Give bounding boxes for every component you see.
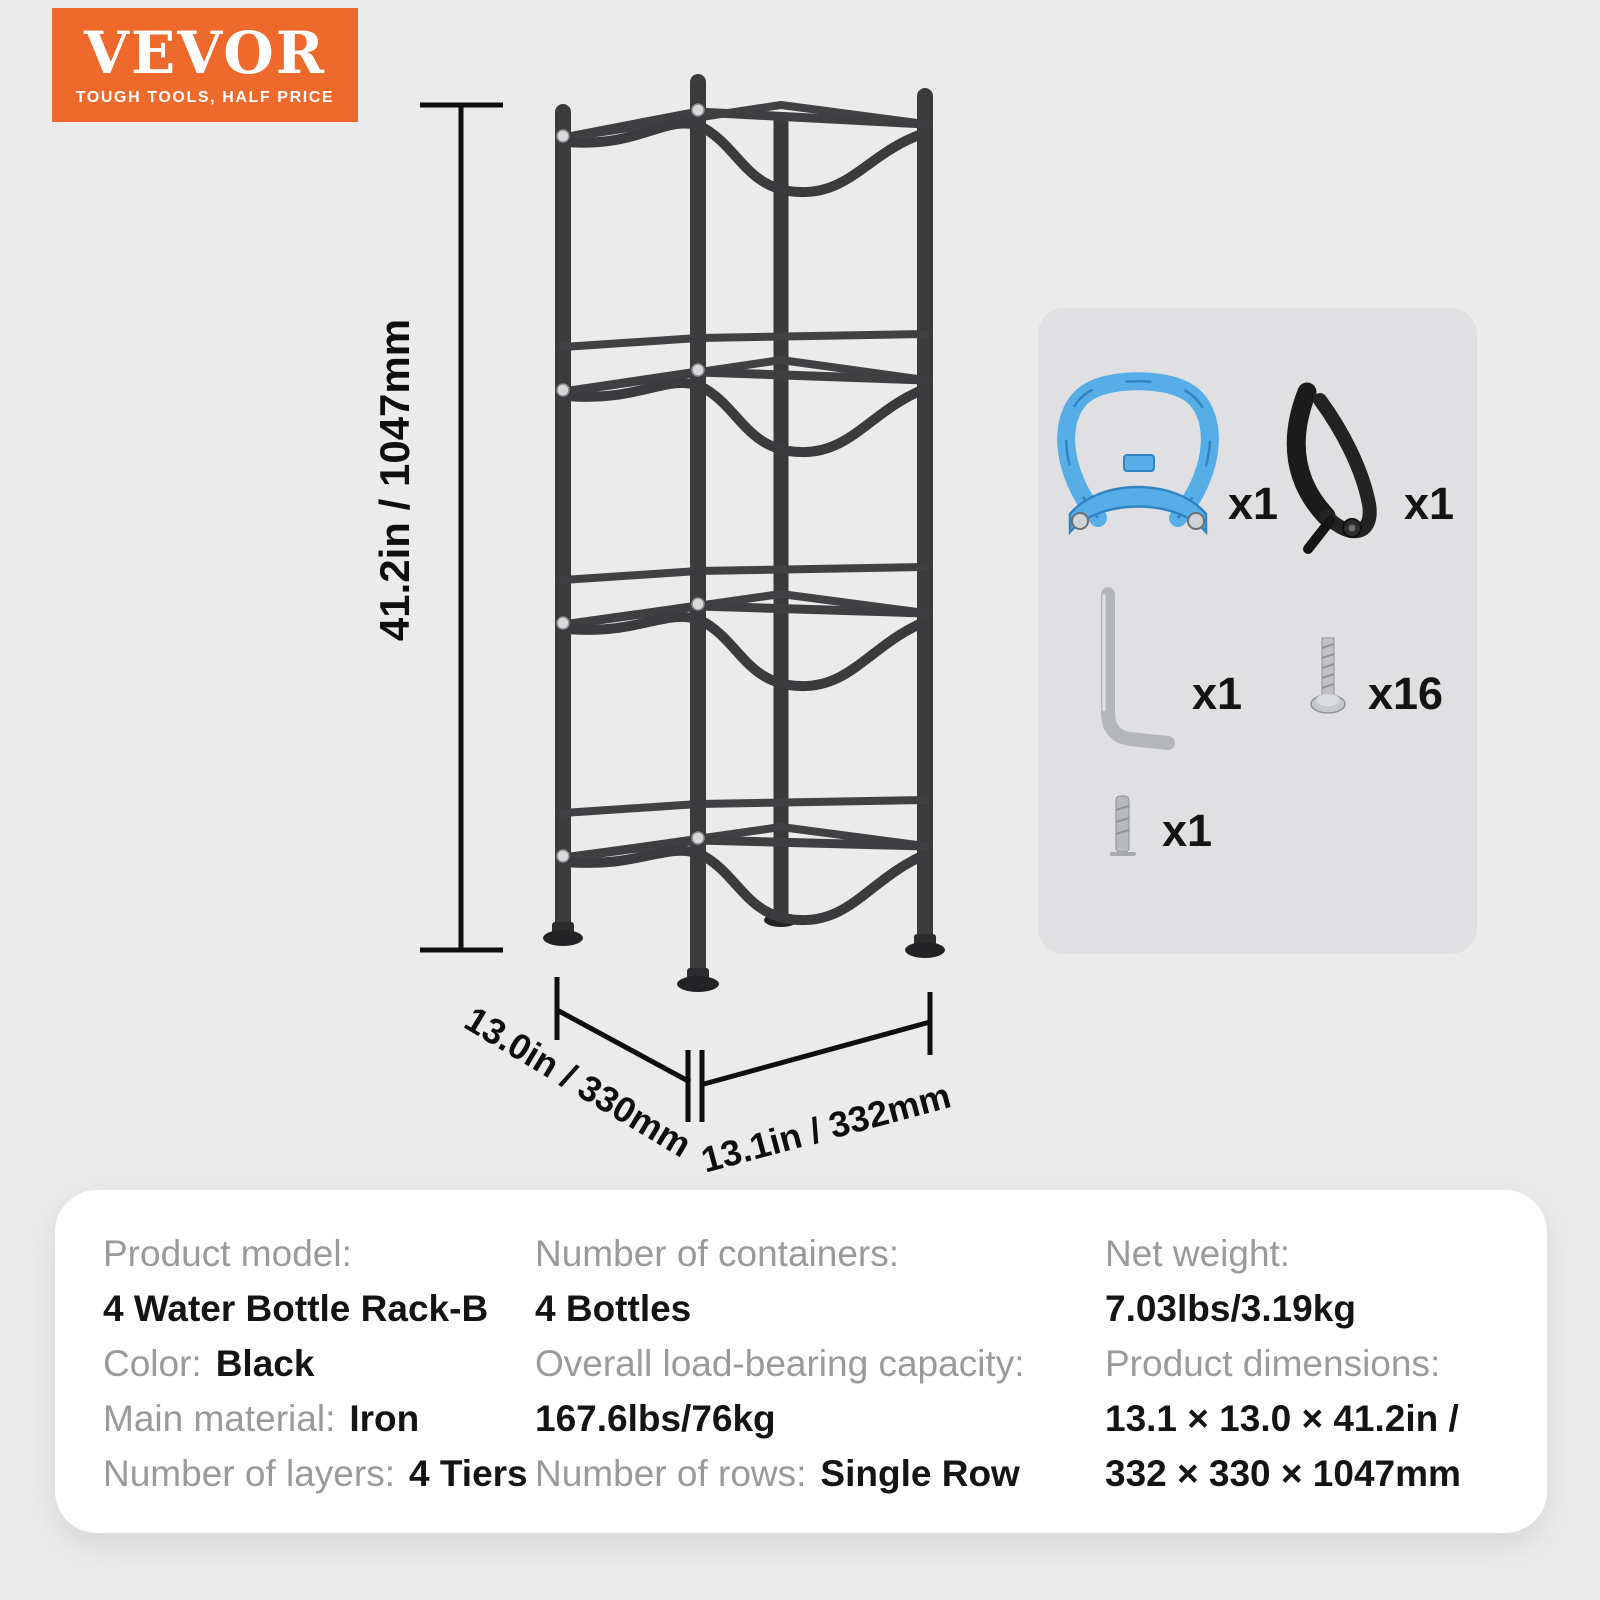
strap-qty-label: x1 [1404,478,1455,529]
spec-column-2 [535,1228,1024,1503]
color-value: Black [215,1343,315,1384]
rows-value: Single Row [820,1453,1020,1494]
containers-value: 4 Bottles [535,1288,692,1329]
handle-qty-label: x1 [1228,478,1279,529]
spec-column-1 [103,1228,528,1503]
capacity-value: 167.6lbs/76kg [535,1398,776,1439]
anchor-qty-label: x1 [1162,805,1213,856]
rows-label: Number of rows: [535,1453,807,1494]
vevor-logo [52,8,358,122]
material-label: Main material: [103,1398,336,1439]
product-model-value: 4 Water Bottle Rack-B [103,1288,489,1329]
capacity-label: Overall load-bearing capacity: [535,1343,1025,1384]
spec-column-3 [1105,1228,1461,1503]
product-dimensions-label: Product dimensions: [1105,1343,1441,1384]
layers-label: Number of layers: [103,1453,395,1494]
product-dimensions-value-line2: 332 × 330 × 1047mm [1105,1453,1461,1494]
material-value: Iron [349,1398,420,1439]
net-weight-label: Net weight: [1105,1233,1291,1274]
product-dimensions-value-line1: 13.1 × 13.0 × 41.2in / [1105,1398,1459,1439]
rack-drawing [543,82,945,992]
width-dimension-label: 13.1in / 332mm [696,1074,955,1181]
dimension-lines [420,105,930,1122]
layers-value: 4 Tiers [409,1453,528,1494]
depth-dimension-label: 13.0in / 330mm [457,998,699,1166]
brand-tagline: TOUGH TOOLS, HALF PRICE [75,88,335,106]
containers-label: Number of containers: [535,1233,900,1274]
screw-qty-label: x16 [1368,668,1444,719]
height-dimension-label: 41.2in / 1047mm [371,318,418,642]
product-model-label: Product model: [103,1233,352,1274]
net-weight-value: 7.03lbs/3.19kg [1105,1288,1356,1329]
brand-wordmark: VEVOR [84,18,326,87]
color-label: Color: [103,1343,202,1384]
accessories-panel [1038,308,1477,954]
wrench-qty-label: x1 [1192,668,1243,719]
rack-feet [543,922,945,992]
